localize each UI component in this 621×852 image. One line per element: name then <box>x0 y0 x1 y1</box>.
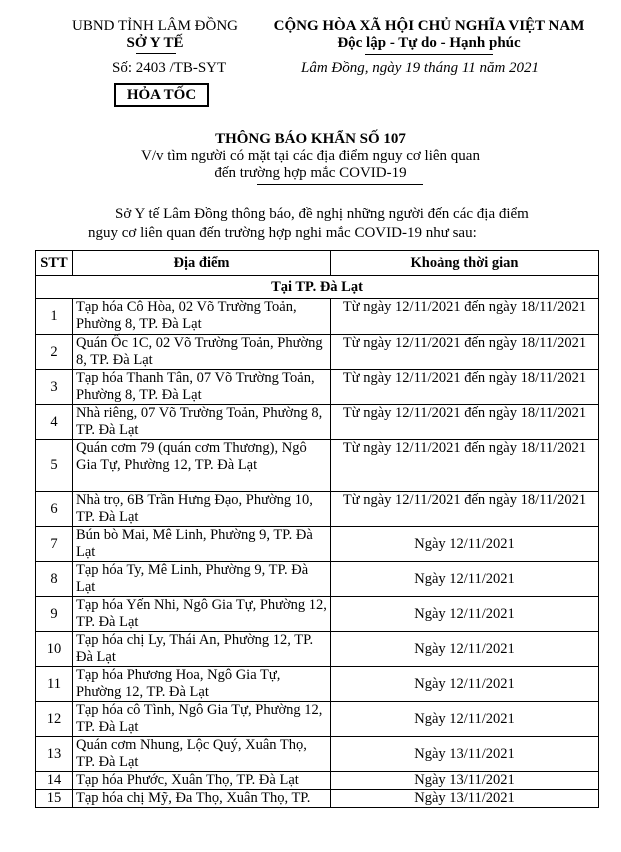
row-location: Tạp hóa chị Mỹ, Đa Thọ, Xuân Thọ, TP. <box>73 790 331 808</box>
table-row <box>36 737 599 772</box>
header-time-range: Khoảng thời gian <box>331 251 599 276</box>
notice-subject-line-2: đến trường hợp mắc COVID-19 <box>214 165 407 181</box>
row-location: Tạp hóa Phước, Xuân Thọ, TP. Đà Lạt <box>73 772 331 790</box>
row-location: Tạp hóa Phương Hoa, Ngô Gia Tự, Phường 12, TP. Đà Lạt <box>73 667 331 702</box>
row-location: Nhà riêng, 07 Võ Trường Toản, Phường 8, TP. Đà Lạt <box>73 405 331 440</box>
row-stt: 3 <box>36 370 73 405</box>
row-location: Tạp hóa chị Ly, Thái An, Phường 12, TP. Đà Lạt <box>73 632 331 667</box>
row-time-range: Ngày 13/11/2021 <box>331 772 599 790</box>
header-location: Địa điểm <box>73 251 331 276</box>
document-number: Số: 2403 /TB-SYT <box>112 60 227 76</box>
row-location: Tạp hóa cô Tình, Ngô Gia Tự, Phường 12, TP. Đà Lạt <box>73 702 331 737</box>
row-location: Tạp hóa Ty, Mê Linh, Phường 9, TP. Đà Lạt <box>73 562 331 597</box>
row-time-range: Ngày 13/11/2021 <box>331 790 599 808</box>
notice-subject-line-1: V/v tìm người có mặt tại các địa điểm nguy cơ liên quan <box>141 148 480 164</box>
urgent-stamp: HỎA TỐC <box>114 83 209 107</box>
row-stt: 7 <box>36 527 73 562</box>
section-label: Tại TP. Đà Lạt <box>36 276 599 299</box>
table-row <box>36 632 599 667</box>
row-time-range: Ngày 13/11/2021 <box>331 737 599 772</box>
row-stt: 15 <box>36 790 73 808</box>
table-row <box>36 440 599 492</box>
country-name: CỘNG HÒA XÃ HỘI CHỦ NGHĨA VIỆT NAM <box>273 18 585 34</box>
header-stt: STT <box>36 251 73 276</box>
row-time-range: Từ ngày 12/11/2021 đến ngày 18/11/2021 <box>331 492 599 527</box>
subject-underline <box>257 184 423 185</box>
table-row <box>36 790 599 808</box>
row-time-range: Ngày 12/11/2021 <box>331 667 599 702</box>
table-row <box>36 299 599 335</box>
motto-underline <box>365 54 493 55</box>
table-row <box>36 667 599 702</box>
department-underline <box>136 53 176 54</box>
department-name: SỞ Y TẾ <box>126 35 184 51</box>
row-time-range: Ngày 12/11/2021 <box>331 527 599 562</box>
intro-line-2: nguy cơ liên quan đến trường hợp nghi mắc COVID-19 như sau: <box>88 225 477 241</box>
table-row <box>36 597 599 632</box>
row-location: Quán cơm 79 (quán cơm Thương), Ngô Gia Tự, Phường 12, TP. Đà Lạt <box>73 440 331 492</box>
table-row <box>36 702 599 737</box>
row-location: Tạp hóa Cô Hòa, 02 Võ Trường Toản, Phường 8, TP. Đà Lạt <box>73 299 331 335</box>
table-header-row <box>36 251 599 276</box>
row-stt: 1 <box>36 299 73 335</box>
row-location: Bún bò Mai, Mê Linh, Phường 9, TP. Đà Lạt <box>73 527 331 562</box>
row-time-range: Từ ngày 12/11/2021 đến ngày 18/11/2021 <box>331 370 599 405</box>
row-stt: 4 <box>36 405 73 440</box>
row-stt: 10 <box>36 632 73 667</box>
table-row <box>36 772 599 790</box>
row-time-range: Từ ngày 12/11/2021 đến ngày 18/11/2021 <box>331 405 599 440</box>
row-location: Tạp hóa Thanh Tân, 07 Võ Trường Toản, Phường 8, TP. Đà Lạt <box>73 370 331 405</box>
table-row <box>36 562 599 597</box>
place-date: Lâm Đồng, ngày 19 tháng 11 năm 2021 <box>301 60 540 76</box>
row-time-range: Ngày 12/11/2021 <box>331 702 599 737</box>
table-row <box>36 370 599 405</box>
notice-title: THÔNG BÁO KHẨN SỐ 107 <box>215 131 406 147</box>
row-stt: 8 <box>36 562 73 597</box>
section-row <box>36 276 599 299</box>
row-time-range: Từ ngày 12/11/2021 đến ngày 18/11/2021 <box>331 440 599 492</box>
row-stt: 2 <box>36 335 73 370</box>
row-stt: 11 <box>36 667 73 702</box>
table-row <box>36 527 599 562</box>
row-location: Nhà trọ, 6B Trần Hưng Đạo, Phường 10, TP. Đà Lạt <box>73 492 331 527</box>
table-row <box>36 405 599 440</box>
row-stt: 9 <box>36 597 73 632</box>
intro-line-1: Sở Y tế Lâm Đồng thông báo, đề nghị những người đến các địa điểm <box>115 206 529 222</box>
row-stt: 13 <box>36 737 73 772</box>
row-location: Quán Ốc 1C, 02 Võ Trường Toản, Phường 8, TP. Đà Lạt <box>73 335 331 370</box>
row-time-range: Từ ngày 12/11/2021 đến ngày 18/11/2021 <box>331 335 599 370</box>
row-time-range: Ngày 12/11/2021 <box>331 562 599 597</box>
row-stt: 6 <box>36 492 73 527</box>
row-location: Tạp hóa Yến Nhi, Ngô Gia Tự, Phường 12, TP. Đà Lạt <box>73 597 331 632</box>
locations-table <box>35 250 599 808</box>
table-row <box>36 335 599 370</box>
agency-name: UBND TỈNH LÂM ĐỒNG <box>72 18 238 34</box>
row-stt: 12 <box>36 702 73 737</box>
row-location: Quán cơm Nhung, Lộc Quý, Xuân Thọ, TP. Đà Lạt <box>73 737 331 772</box>
table-row <box>36 492 599 527</box>
row-time-range: Ngày 12/11/2021 <box>331 597 599 632</box>
row-time-range: Ngày 12/11/2021 <box>331 632 599 667</box>
row-time-range: Từ ngày 12/11/2021 đến ngày 18/11/2021 <box>331 299 599 335</box>
row-stt: 14 <box>36 772 73 790</box>
national-motto: Độc lập - Tự do - Hạnh phúc <box>337 35 521 51</box>
row-stt: 5 <box>36 440 73 492</box>
